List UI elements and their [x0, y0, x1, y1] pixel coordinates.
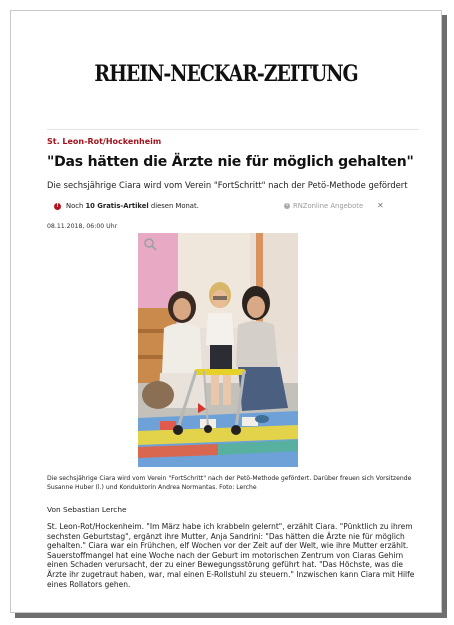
close-icon[interactable]: ✕ [377, 201, 384, 210]
masthead-logo[interactable]: RHEIN-NECKAR-ZEITUNG [94, 61, 358, 87]
divider [47, 129, 419, 130]
zoom-icon[interactable] [143, 237, 157, 251]
article-page [10, 10, 442, 613]
paywall-notice [47, 202, 397, 216]
paywall-text [66, 202, 199, 210]
article-headline: "Das hätten die Ärzte nie für möglich gehalten" [47, 154, 414, 170]
paywall-count: 10 Gratis-Artikel [85, 202, 149, 210]
paywall-prefix: Noch [66, 202, 86, 210]
section-label[interactable]: St. Leon-Rot/Hockenheim [47, 137, 162, 146]
publish-date: 08.11.2018, 06:00 Uhr [47, 223, 118, 230]
article-subline: Die sechsjährige Ciara wird vom Verein "FortSchritt" nach der Petö-Methode gefördert [47, 180, 408, 190]
article-photo[interactable] [138, 233, 298, 467]
author-byline: Von Sebastian Lerche [47, 505, 127, 514]
article-body: St. Leon-Rot/Hockenheim. "Im März habe ich krabbeln gelernt", erzählt Ciara. "Pünktlich zu ihrem sechsten Geburtstag", ergänzt ihre Mutter, Anja Sandrini: "Das hätten die Ärzte nie für möglich gehalten." Ciara war ein Frühchen, elf Wochen vor der Zeit auf der Welt, wie ihre Mutter erzählt. Sauerstoffmangel hat eine Woche nach der Geburt im motorischen Zentrum von Ciaras Gehirn einen Schaden verursacht, der zu einer Bewegungsstörung geführt hat. "Das Höchste, was die Ärzte ihr zugetraut haben, war, mal einen E-Rollstuhl zu steuern." Inzwischen kann Ciara mit Hilfe eines Rollators gehen. [47, 522, 415, 589]
info-icon: i [284, 203, 290, 209]
paywall-suffix: diesen Monat. [148, 202, 199, 210]
photo-illustration [138, 233, 298, 467]
offers-link[interactable]: RNZonline Angebote [293, 202, 364, 210]
warning-icon: ! [54, 203, 61, 210]
photo-caption: Die sechsjährige Ciara wird vom Verein "FortSchritt" nach der Petö-Methode gefördert. Darüber freuen sich Vorsitzende Susanne Huber (l.) und Konduktorin Andrea Normantas. Foto: Lerche [47, 475, 412, 491]
